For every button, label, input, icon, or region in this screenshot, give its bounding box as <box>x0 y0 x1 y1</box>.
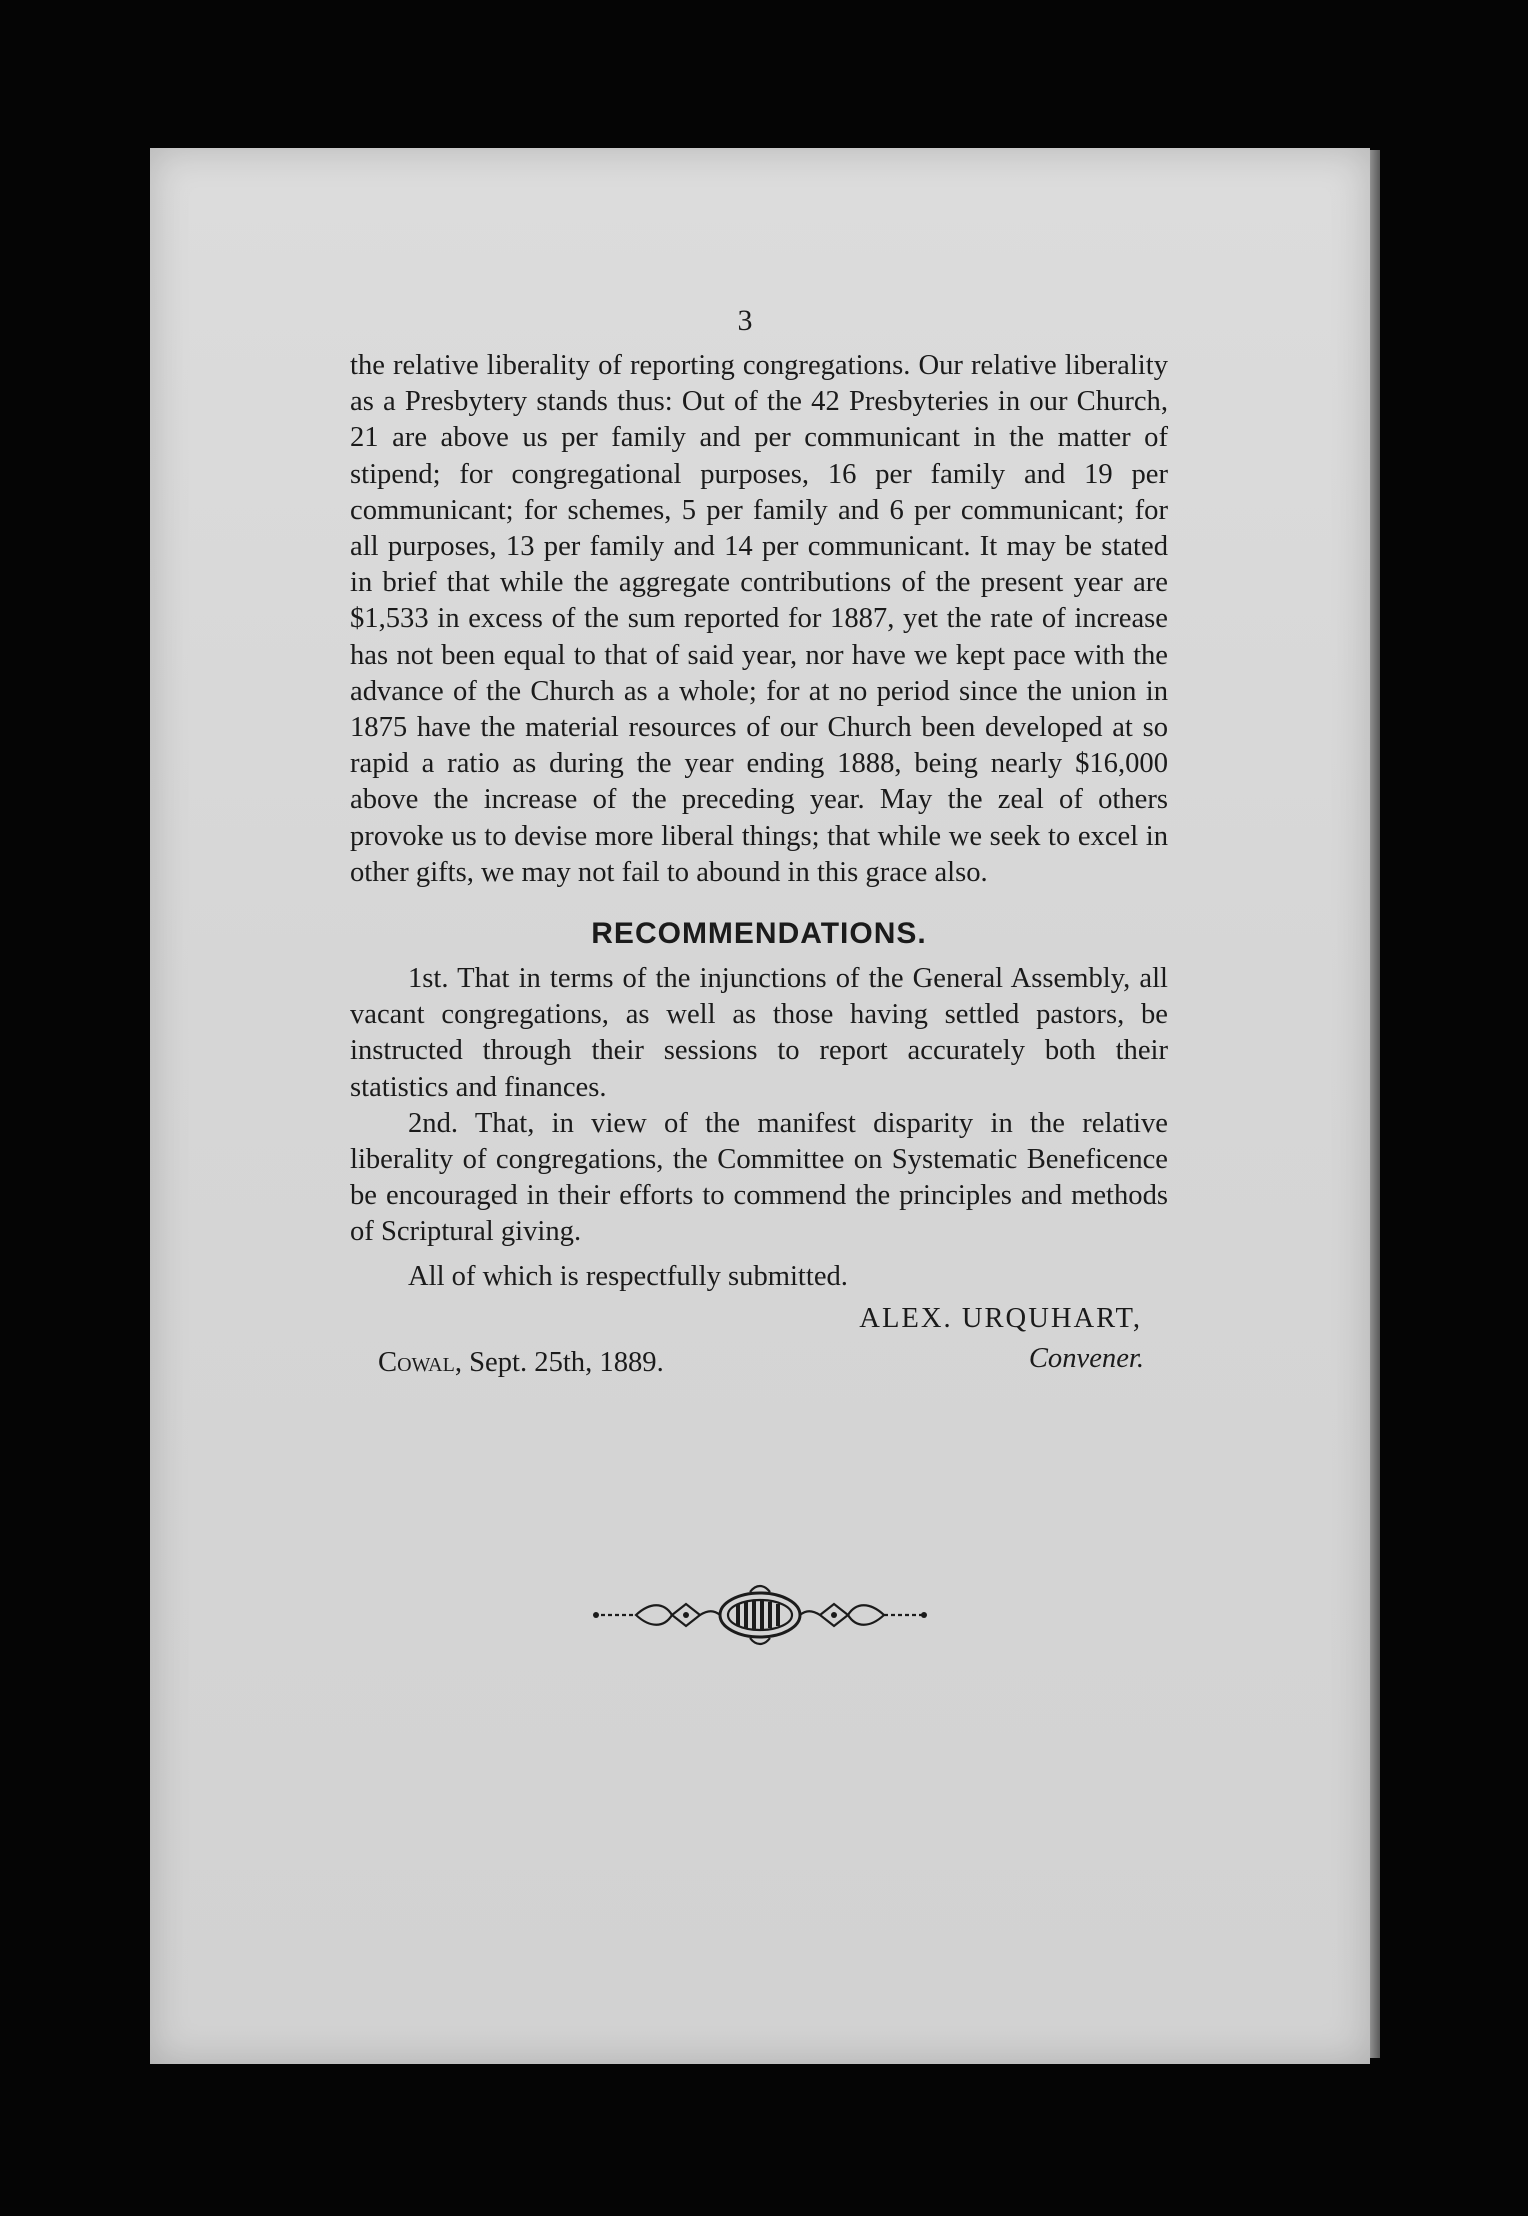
signer-name: ALEX. URQUHART, <box>859 1302 1142 1334</box>
paragraph-liberality: the relative liberality of reporting congregations. Our relative liberality as a Presbytery stands thus: Out of the 42 Presbyteries in our Church, 21 are above us per family and per communicant in the matter of stipend; for congregational purposes, 16 per family and 19 per communicant; for schemes, 5 per family and 6 per communicant; for all purposes, 13 per family and 14 per communicant. It may be stated in brief that while the aggregate contributions of the present year are $1,533 in excess of the sum reported for 1887, yet the rate of increase has not been equal to that of said year, nor have we kept pace with the advance of the Church as a whole; for at no period since the union in 1875 have the material resources of our Church been developed at so rapid a ratio as during the year ending 1888, being nearly $16,000 above the increase of the preceding year. May the zeal of others provoke us to devise more liberal things; that while we seek to excel in other gifts, we may not fail to abound in this grace also. <box>350 350 1168 888</box>
recommendations-heading: RECOMMENDATIONS. <box>591 917 927 951</box>
recommendation-second: 2nd. That, in view of the manifest disparity in the relative liberality of congregations, the Committee on Systematic Beneficence be encouraged in their efforts to commend the principles and methods of Scriptural giving. <box>350 1107 1168 1248</box>
page-number: 3 <box>737 304 753 337</box>
decorative-tailpiece-icon <box>590 1580 930 1650</box>
place-name: Cowal <box>378 1346 455 1378</box>
place-date <box>378 1347 664 1379</box>
signer-role: Convener. <box>1028 1342 1144 1374</box>
document-page <box>150 148 1370 2064</box>
document-body <box>350 348 1168 1383</box>
recommendation-first: 1st. That in terms of the injunctions of the General Assembly, all vacant congregations, as well as those having settled pastors, be instructed through their sessions to report accurately both their statistics and finances. <box>350 963 1168 1103</box>
signature-date: , Sept. 25th, 1889. <box>454 1346 664 1378</box>
closing-line: All of which is respectfully submitted. <box>408 1260 848 1292</box>
signature-block <box>350 1303 1168 1383</box>
